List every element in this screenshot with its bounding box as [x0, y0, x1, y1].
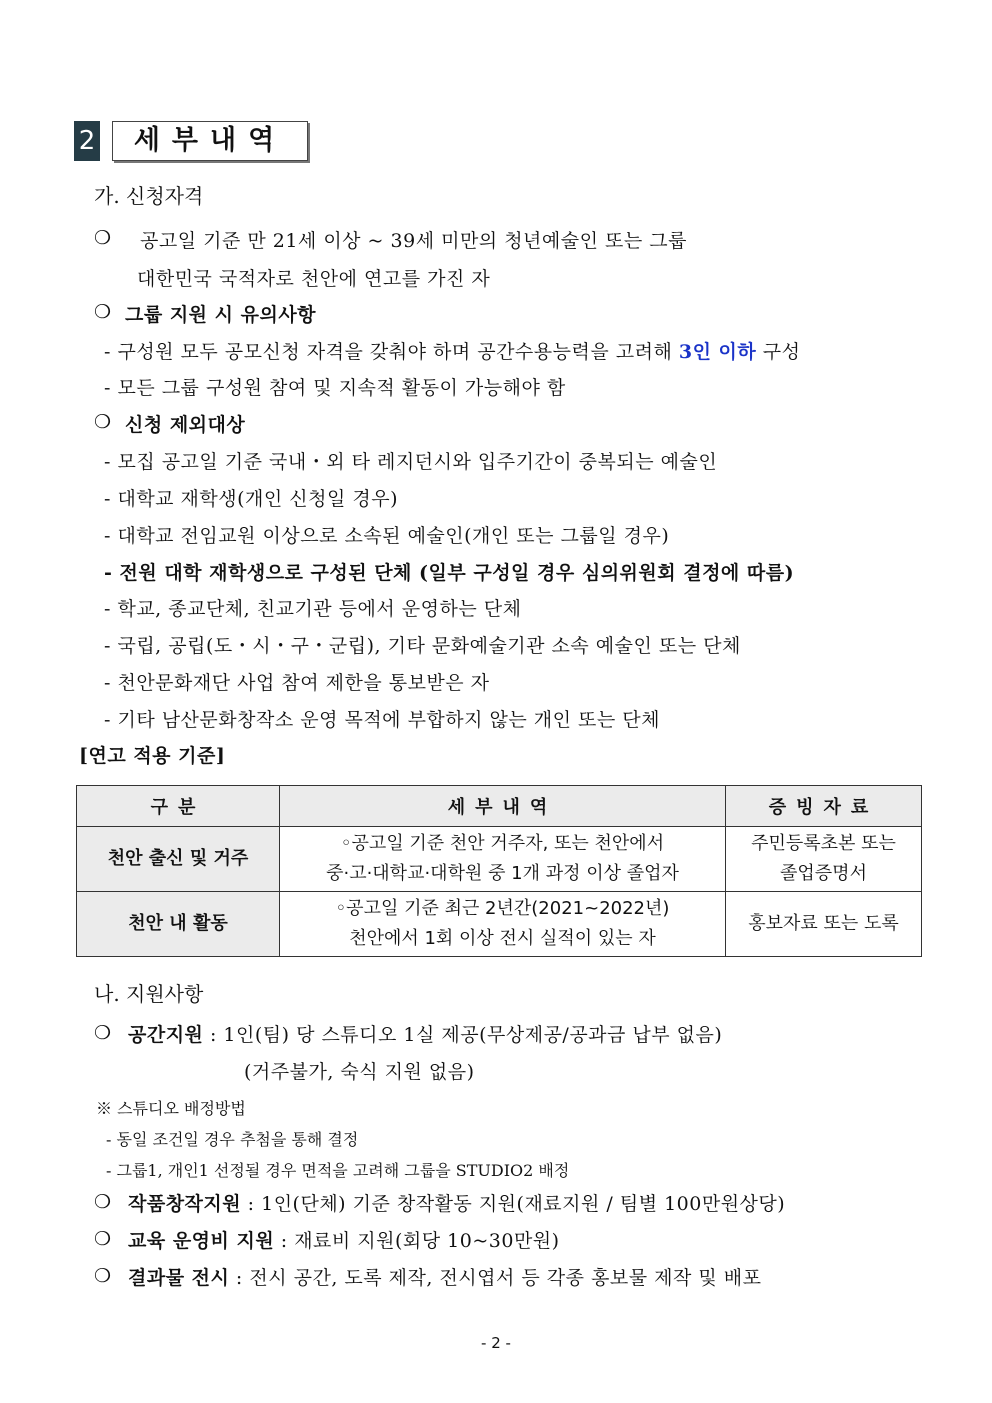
row-detail: ◦공고일 기준 천안 거주자, 또는 천안에서 중·고·대학교·대학원 중 1개 과정 이상 졸업자	[280, 827, 726, 892]
exclusion-item: - 전원 대학 재학생으로 구성된 단체 (일부 구성일 경우 심의위원회 결정에 따름)	[104, 562, 795, 584]
row-proof: 홍보자료 또는 도록	[726, 892, 922, 957]
residency-criteria-table	[76, 785, 922, 957]
circle-bullet-icon: ❍	[94, 411, 112, 433]
row-category: 천안 내 활동	[77, 892, 280, 957]
header-proof: 증빙자료	[726, 786, 922, 827]
criteria-heading: [연고 적용 기준]	[79, 745, 226, 767]
group-size-limit: 3인 이하	[678, 341, 757, 363]
support-space-note: (거주불가, 숙식 지원 없음)	[244, 1061, 475, 1083]
support-creation: 작품창작지원 : 1인(단체) 기준 창작활동 지원(재료지원 / 팀별 100만원상당)	[128, 1193, 786, 1215]
header-category: 구분	[77, 786, 280, 827]
section-number: 2	[74, 121, 100, 161]
circle-bullet-icon: ❍	[94, 1022, 112, 1044]
exclusion-item: - 천안문화재단 사업 참여 제한을 통보받은 자	[104, 672, 490, 694]
support-space: 공간지원 : 1인(팀) 당 스튜디오 1실 제공(무상제공/공과금 납부 없음)	[128, 1024, 723, 1046]
table-row	[77, 892, 922, 957]
studio-assignment-item: - 그룹1, 개인1 선정될 경우 면적을 고려해 그룹을 STUDIO2 배정	[106, 1161, 570, 1180]
table-header-row	[77, 786, 922, 827]
group-notice-heading: 그룹 지원 시 유의사항	[125, 304, 317, 326]
page-number: - 2 -	[481, 1334, 511, 1352]
support-education: 교육 운영비 지원 : 재료비 지원(회당 10~30만원)	[128, 1230, 560, 1252]
circle-bullet-icon: ❍	[94, 1191, 112, 1213]
row-detail: ◦공고일 기준 최근 2년간(2021~2022년) 천안에서 1회 이상 전시 실적이 있는 자	[280, 892, 726, 957]
circle-bullet-icon: ❍	[94, 1228, 112, 1250]
heading-eligibility: 가. 신청자격	[94, 184, 204, 208]
eligibility-line-1: 공고일 기준 만 21세 이상 ~ 39세 미만의 청년예술인 또는 그룹	[140, 230, 687, 252]
circle-bullet-icon: ❍	[94, 301, 112, 323]
circle-bullet-icon: ❍	[94, 1265, 112, 1287]
group-notice-line-2: - 모든 그룹 구성원 참여 및 지속적 활동이 가능해야 함	[104, 377, 566, 399]
exclusion-item: - 대학교 재학생(개인 신청일 경우)	[104, 488, 399, 510]
studio-assignment-heading: ※ 스튜디오 배정방법	[96, 1099, 246, 1118]
exclusion-item: - 기타 남산문화창작소 운영 목적에 부합하지 않는 개인 또는 단체	[104, 709, 660, 731]
exclusion-item: - 대학교 전임교원 이상으로 소속된 예술인(개인 또는 그룹일 경우)	[104, 525, 670, 547]
group-notice-line-1: - 구성원 모두 공모신청 자격을 갖춰야 하며 공간수용능력을 고려해 3인 이하 구성	[104, 341, 801, 363]
exclusion-heading: 신청 제외대상	[125, 414, 246, 436]
header-detail: 세부내역	[280, 786, 726, 827]
row-category: 천안 출신 및 거주	[77, 827, 280, 892]
exclusion-item: - 국립, 공립(도・시・구・군립), 기타 문화예술기관 소속 예술인 또는 단체	[104, 635, 741, 657]
studio-assignment-item: - 동일 조건일 경우 추첨을 통해 결정	[106, 1130, 359, 1149]
exclusion-item: - 학교, 종교단체, 친교기관 등에서 운영하는 단체	[104, 598, 522, 620]
heading-support: 나. 지원사항	[94, 982, 204, 1006]
support-exhibition: 결과물 전시 : 전시 공간, 도록 제작, 전시엽서 등 각종 홍보물 제작 및 배포	[128, 1267, 762, 1289]
section-title: 세부내역	[112, 121, 308, 161]
exclusion-item: - 모집 공고일 기준 국내・외 타 레지던시와 입주기간이 중복되는 예술인	[104, 451, 718, 473]
circle-bullet-icon: ❍	[94, 227, 112, 249]
eligibility-line-2: 대한민국 국적자로 천안에 연고를 가진 자	[137, 268, 491, 290]
table-row	[77, 827, 922, 892]
row-proof: 주민등록초본 또는 졸업증명서	[726, 827, 922, 892]
